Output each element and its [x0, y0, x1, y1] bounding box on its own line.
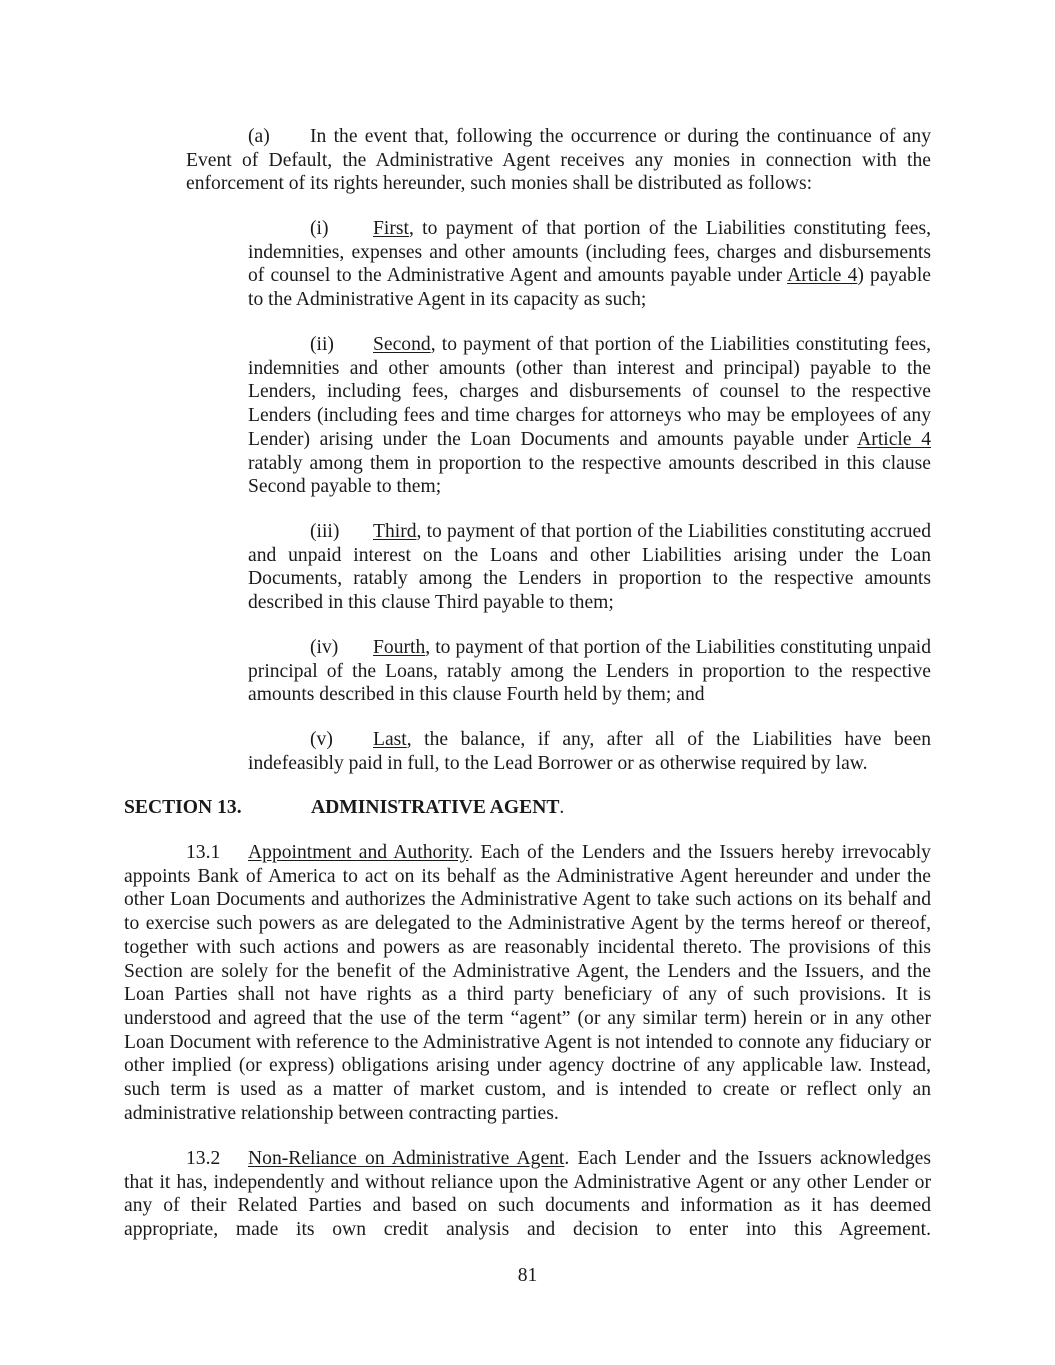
clause-v-title: Last [373, 729, 407, 750]
clause-v-marker: (v) [310, 729, 333, 750]
clause-iv-marker: (iv) [310, 637, 339, 658]
section-heading [124, 796, 931, 820]
clause-i-text: , to payment of that portion of the Liabilities constituting fees, indemnities, expenses and other amounts (including fees, charges and disbursements of counsel to the Administrative Agent and amounts payable under [248, 218, 931, 287]
clause-iii-paragraph [248, 520, 931, 615]
section-title-period: . [559, 797, 565, 818]
section-13-1-paragraph [124, 841, 931, 1125]
section-13-2-paragraph [124, 1147, 931, 1242]
section-13-1-number: 13.1 [186, 842, 221, 863]
clause-a-text: In the event that, following the occurrence or during the continuance of any Event of Default, the Administrative Agent receives any monies in connection with the enforcement of its rights hereunder, such monies shall be distributed as follows: [186, 126, 931, 195]
section-13-2-text: . Each Lender and the Issuers acknowledges that it has, independently and without reliance upon the Administrative Agent or any other Lender or any of their Related Parties and based on such documents and information as it has deemed appropriate, made its own credit analysis and decision to enter into this Agreement. [124, 1148, 931, 1241]
clause-ii-paragraph [248, 333, 931, 499]
page-number: 81 [517, 1265, 538, 1286]
clause-iv-paragraph [248, 636, 931, 707]
clause-ii-marker: (ii) [310, 334, 334, 355]
clause-iii-marker: (iii) [310, 521, 340, 542]
clause-i-title: First [373, 218, 409, 239]
clause-v-paragraph [248, 728, 931, 775]
clause-a-marker: (a) [248, 126, 270, 147]
clause-iii-title: Third [373, 521, 417, 542]
clause-ii-text: , to payment of that portion of the Liabilities constituting fees, indemnities and other amounts (other than interest and principal) payable to the Lenders, including fees, charges and disbursements of counsel to the respective Lenders (including fees and time charges for attorneys who may be employees of any Lender) arising under the Loan Documents and amounts payable under [248, 334, 931, 450]
clause-ii-title: Second [373, 334, 431, 355]
clause-i-paragraph [248, 217, 931, 312]
clause-i-text-end: ) payable to the Administrative Agent in its capacity as such; [248, 265, 931, 311]
clause-i-article-ref: Article 4 [787, 265, 858, 287]
clause-ii-text-end: ratably among them in proportion to the respective amounts described in this clause Second payable to them; [248, 452, 931, 498]
clause-iv-text: , to payment of that portion of the Liabilities constituting unpaid principal of the Loans, ratably among the Lenders in proportion to the respective amounts described in this clause Fourth held by them; and [248, 637, 931, 706]
section-13-1-text: . Each of the Lenders and the Issuers hereby irrevocably appoints Bank of America to act on its behalf as the Administrative Agent hereunder and under the other Loan Documents and authorizes the Administrative Agent to take such actions on its behalf and to exercise such powers as are delegated to the Administrative Agent by the terms hereof or thereof, together with such actions and powers as are reasonably incidental thereto. The provisions of this Section are solely for the benefit of the Administrative Agent, the Lenders and the Issuers, and the Loan Parties shall not have rights as a third party beneficiary of any of such provisions. It is understood and agreed that the use of the term “agent” (or any similar term) herein or in any other Loan Document with reference to the Administrative Agent is not intended to connote any fiduciary or other implied (or express) obligations arising under agency doctrine of any applicable law. Instead, such term is used as a matter of market custom, and is intended to create or reflect only an administrative relationship between contracting parties. [124, 842, 931, 1124]
clause-i-marker: (i) [310, 218, 329, 239]
section-13-2-title: Non-Reliance on Administrative Agent [248, 1148, 565, 1169]
section-title: ADMINISTRATIVE AGENT [311, 797, 560, 818]
section-13-2-number: 13.2 [186, 1148, 221, 1169]
clause-ii-article-ref: Article 4 [857, 428, 931, 450]
clause-iv-title: Fourth [373, 637, 426, 658]
section-13-1-title: Appointment and Authority [248, 842, 469, 863]
clause-v-text: , the balance, if any, after all of the Liabilities have been indefeasibly paid in full, to the Lead Borrower or as otherwise required by law. [248, 729, 931, 774]
clause-a-paragraph [186, 125, 931, 196]
section-number: SECTION 13. [124, 797, 242, 818]
clause-iii-text: , to payment of that portion of the Liabilities constituting accrued and unpaid interest on the Loans and other Liabilities arising under the Loan Documents, ratably among the Lenders in proportion to the respective amounts described in this clause Third payable to them; [248, 521, 931, 614]
